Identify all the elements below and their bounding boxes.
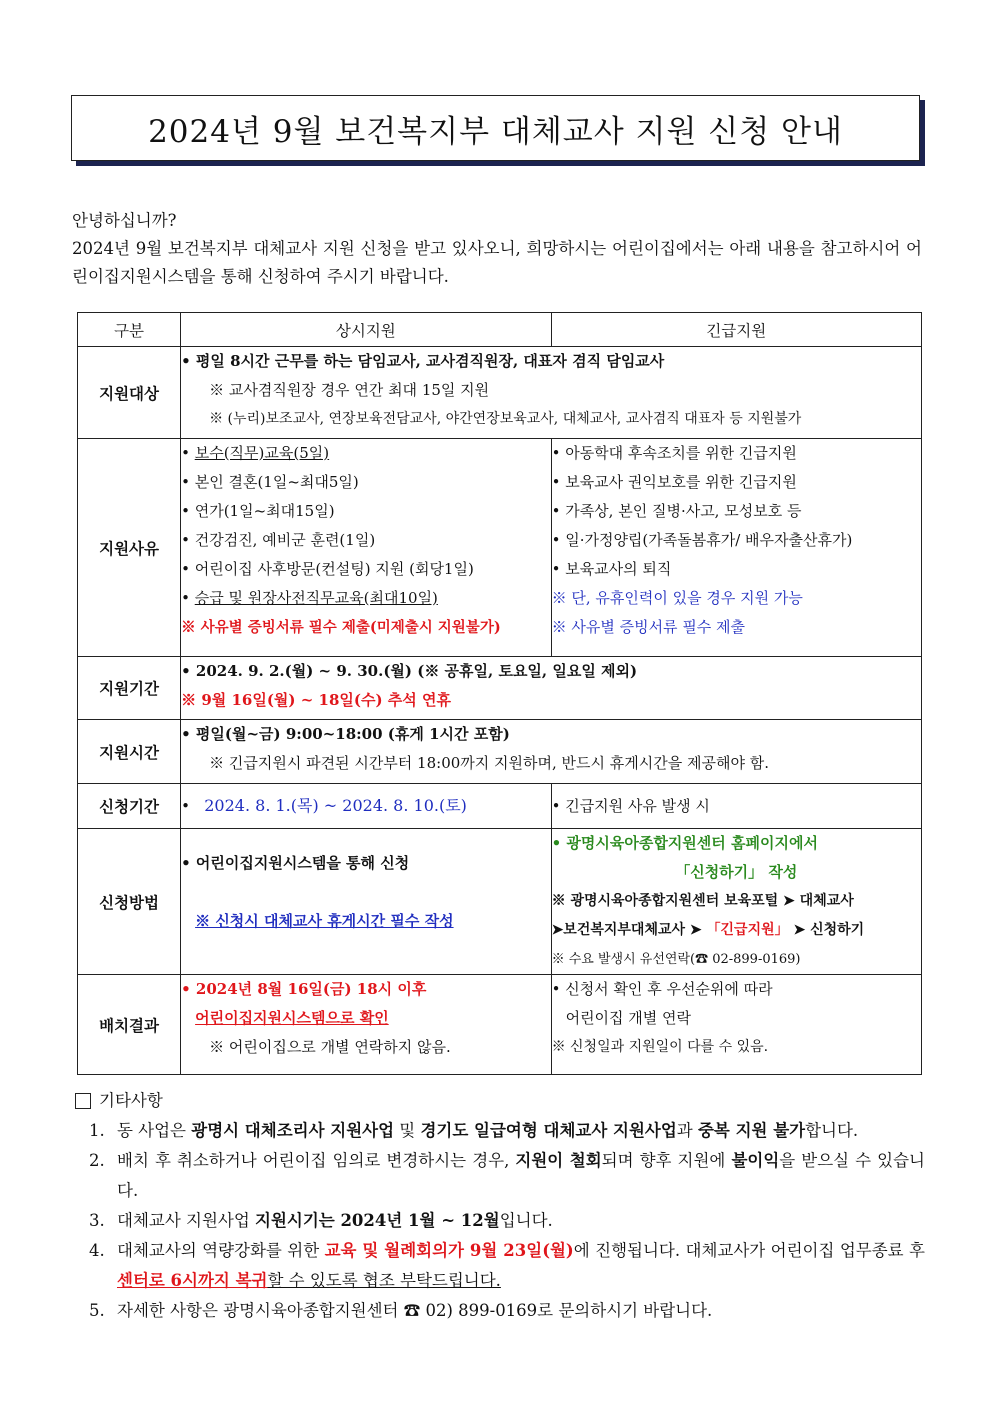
result-regular-line1: • 2024년 8월 16일(금) 18시 이후 <box>181 980 427 998</box>
table-row-period <box>78 657 922 720</box>
reason-urgent-item: • 아동학대 후속조치를 위한 긴급지원 <box>551 444 797 462</box>
note-item: 3. 대체교사 지원사업 지원시기는 2024년 1월 ~ 12월입니다. <box>89 1211 553 1230</box>
row-label-hours: 지원시간 <box>78 720 181 784</box>
checkbox-square-icon <box>75 1093 91 1109</box>
header-regular: 상시지원 <box>181 313 551 347</box>
other-notes-heading: 기타사항 <box>75 1086 925 1116</box>
support-table <box>77 312 922 1075</box>
page-title: 2024년 9월 보건복지부 대체교사 지원 신청 안내 <box>148 113 843 150</box>
result-regular-line3: ※ 어린이집으로 개별 연락하지 않음. <box>209 1038 451 1056</box>
target-cell <box>181 347 922 439</box>
target-line1: • 평일 8시간 근무를 하는 담임교사, 교사겸직원장, 대표자 겸직 담임교사 <box>181 352 665 370</box>
apply-period-urgent-text: 긴급지원 사유 발생 시 <box>565 796 710 815</box>
intro <box>72 207 922 291</box>
target-line3: ※ (누리)보조교사, 연장보육전담교사, 야간연장보육교사, 대체교사, 교사겸직 대표자 등 지원불가 <box>209 411 802 427</box>
method-regular-line1: • 어린이집지원시스템을 통해 신청 <box>181 854 410 872</box>
note-item: 1. 동 사업은 광명시 대체조리사 지원사업 및 경기도 일급여형 대체교사 지원사업과 중복 지원 불가합니다. <box>89 1121 859 1140</box>
table-row-target <box>78 347 922 439</box>
reason-urgent-item: • 보육교사 권익보호를 위한 긴급지원 <box>551 473 797 491</box>
note-item: 2. 배치 후 취소하거나 어린이집 임의로 변경하시는 경우, 지원이 철회되며 향후 지원에 불이익을 받으실 수 있습니다. <box>89 1151 925 1200</box>
method-regular-line2: ※ 신청시 대체교사 휴게시간 필수 작성 <box>195 912 454 930</box>
table-row-reason <box>78 439 922 657</box>
result-regular-line2: 어린이집지원시스템으로 확인 <box>195 1009 389 1027</box>
title-box <box>71 95 920 161</box>
row-label-method: 신청방법 <box>78 829 181 975</box>
apply-period-regular-text: 2024. 8. 1.(목) ~ 2024. 8. 10.(토) <box>204 796 467 815</box>
table-row-method <box>78 829 922 975</box>
other-notes <box>75 1086 925 1326</box>
reason-urgent-item: • 보육교사의 퇴직 <box>551 560 672 578</box>
header-urgent: 긴급지원 <box>551 313 921 347</box>
reason-regular-item: • 어린이집 사후방문(컨설팅) 지원 (회당1일) <box>181 560 474 578</box>
result-regular-cell <box>181 975 551 1075</box>
table-row-hours <box>78 720 922 784</box>
method-urgent-line1: • 광명시육아종합지원센터 홈페이지에서 <box>551 834 818 852</box>
method-urgent-line3a: ※ 광명시육아종합지원센터 보육포털 ➤ 대체교사 <box>551 893 854 909</box>
reason-urgent-cell <box>551 439 921 657</box>
reason-regular-item: • 연가(1일~최대15일) <box>181 502 335 520</box>
method-urgent-line2: 「신청하기」 작성 <box>675 863 798 881</box>
period-cell <box>181 657 922 720</box>
period-line1: • 2024. 9. 2.(월) ~ 9. 30.(월) (※ 공휴일, 토요일, 일요일 제외) <box>181 662 638 680</box>
reason-regular-item: • 본인 결혼(1일~최대5일) <box>181 473 359 491</box>
row-label-reason: 지원사유 <box>78 439 181 657</box>
reason-regular-note: ※ 사유별 증빙서류 필수 제출(미제출시 지원불가) <box>181 619 501 636</box>
intro-body: 2024년 9월 보건복지부 대체교사 지원 신청을 받고 있사오니, 희망하시는 어린이집에서는 아래 내용을 참고하시어 어린이집지원시스템을 통해 신청하여 주시기 바랍니다. <box>72 239 922 286</box>
header-category: 구분 <box>78 313 181 347</box>
result-urgent-line3: ※ 신청일과 지원일이 다를 수 있음. <box>551 1039 769 1055</box>
reason-regular-cell <box>181 439 551 657</box>
method-urgent-cell <box>551 829 921 975</box>
greeting: 안녕하십니까? <box>72 211 177 230</box>
row-label-period: 지원기간 <box>78 657 181 720</box>
result-urgent-cell <box>551 975 921 1075</box>
hours-line1: • 평일(월~금) 9:00~18:00 (휴게 1시간 포함) <box>181 725 510 743</box>
apply-period-regular: • 2024. 8. 1.(목) ~ 2024. 8. 10.(토) <box>181 784 551 829</box>
reason-regular-item: • 보수(직무)교육(5일) <box>181 444 330 462</box>
method-urgent-line4: ※ 수요 발생시 유선연락(☎ 02-899-0169) <box>551 952 801 967</box>
table-row-apply-period <box>78 784 922 829</box>
row-label-apply-period: 신청기간 <box>78 784 181 829</box>
hours-cell <box>181 720 922 784</box>
note-item: 4. 대체교사의 역량강화를 위한 교육 및 월례회의가 9월 23일(월)에 진행됩니다. 대체교사가 어린이집 업무종료 후 센터로 6시까지 복귀할 수 있도록 협조 부탁드립니다. <box>89 1241 925 1290</box>
period-line2: ※ 9월 16일(월) ~ 18일(수) 추석 연휴 <box>181 691 451 709</box>
row-label-result: 배치결과 <box>78 975 181 1075</box>
reason-urgent-item: • 가족상, 본인 질병·사고, 모성보호 등 <box>551 502 802 520</box>
apply-period-urgent: • 긴급지원 사유 발생 시 <box>551 784 921 829</box>
reason-urgent-note2: ※ 사유별 증빙서류 필수 제출 <box>551 618 746 636</box>
reason-regular-item: • 승급 및 원장사전직무교육(최대10일) <box>181 589 438 607</box>
reason-urgent-note1: ※ 단, 유휴인력이 있을 경우 지원 가능 <box>551 589 803 607</box>
table-header-row <box>78 313 922 347</box>
note-item: 5. 자세한 사항은 광명시육아종합지원센터 ☎ 02) 899-0169로 문의하시기 바랍니다. <box>89 1301 713 1320</box>
reason-regular-item: • 건강검진, 예비군 훈련(1일) <box>181 531 376 549</box>
method-regular-cell <box>181 829 551 975</box>
target-line2: ※ 교사겸직원장 경우 연간 최대 15일 지원 <box>209 381 490 399</box>
hours-line2: ※ 긴급지원시 파견된 시간부터 18:00까지 지원하며, 반드시 휴게시간을 제공해야 함. <box>209 754 769 772</box>
table-row-result <box>78 975 922 1075</box>
result-urgent-line1: • 신청서 확인 후 우선순위에 따라 <box>551 980 773 998</box>
row-label-target: 지원대상 <box>78 347 181 439</box>
method-urgent-line3b: ➤보건복지부대체교사 ➤ 「긴급지원」 ➤ 신청하기 <box>551 922 865 938</box>
result-urgent-line2: 어린이집 개별 연락 <box>565 1009 692 1027</box>
reason-urgent-item: • 일·가정양립(가족돌봄휴가/ 배우자출산휴가) <box>551 531 853 549</box>
